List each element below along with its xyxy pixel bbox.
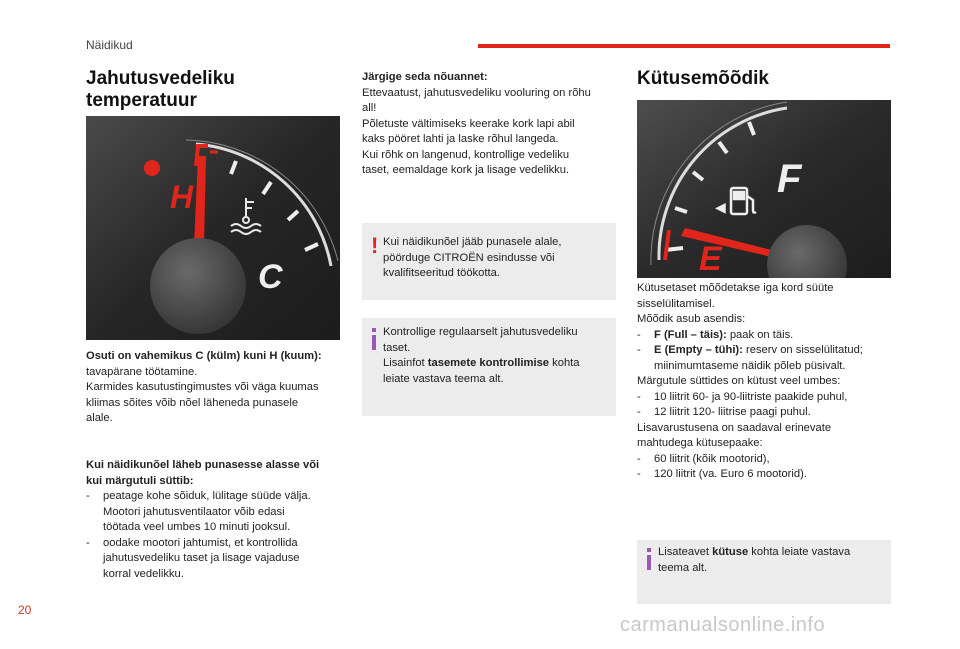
- list-dash: -: [86, 536, 90, 549]
- fuel-lights-line: Märgutule süttides on kütust veel umbes:: [637, 375, 841, 387]
- list-line: korral vedelikku.: [103, 567, 184, 580]
- info-line: teema alt.: [658, 561, 708, 574]
- list-item: [86, 536, 348, 583]
- position-desc: paak on täis.: [726, 328, 794, 341]
- warning-line: Kui näidikunõel jääb punasele alale,: [383, 236, 562, 248]
- list-item: [637, 405, 899, 421]
- warning-icon: !: [371, 233, 379, 258]
- advice-paragraph: [362, 70, 618, 179]
- paragraph-line: tavapärane töötamine.: [86, 365, 198, 378]
- fuel-intro-line: sisselülitamisel.: [637, 297, 715, 310]
- info-box: [362, 318, 616, 416]
- list-item: [637, 343, 899, 374]
- coolant-normal-paragraph: [86, 349, 346, 427]
- position-desc: reserv on sisselülitatud;: [742, 344, 863, 356]
- list-line: töötada veel umbes 10 minuti jooksul.: [103, 521, 291, 533]
- info-text: [383, 325, 580, 387]
- list-line: jahutusvedeliku taset ja lisage vajaduse: [103, 552, 300, 564]
- advice-line: kaks pööret lahti ja laske rõhul langeda.: [362, 133, 559, 145]
- list-dash: -: [637, 328, 641, 341]
- paragraph-line: Karmides kasutustingimustes või väga kuumas: [86, 381, 319, 393]
- info-line: [383, 356, 580, 372]
- fuel-description: [637, 281, 899, 483]
- info-line: taset.: [383, 341, 411, 354]
- fuel-info-box: [637, 540, 891, 604]
- list-item: [637, 390, 899, 406]
- coolant-section-title: [86, 68, 235, 112]
- info-line: [658, 545, 850, 561]
- list-dash: -: [86, 490, 90, 502]
- list-item: [637, 452, 899, 468]
- info-suffix: kohta: [549, 357, 580, 369]
- list-item: [637, 328, 899, 344]
- warning-line: pöörduge CITROËN esindusse või: [383, 251, 555, 264]
- position-label: E (Empty – tühi):: [654, 344, 743, 356]
- paragraph-lead: kui märgutuli süttib:: [86, 474, 194, 487]
- paragraph-line: alale.: [86, 412, 113, 424]
- list-line: oodake mootori jahtumist, et kontrollida: [103, 536, 298, 549]
- fuel-intro-line: Mõõdik asub asendis:: [637, 313, 746, 325]
- page-number: 20: [18, 603, 32, 617]
- header-accent-bar: [478, 44, 890, 48]
- paragraph-lead: Kui näidikunõel läheb punasesse alasse või: [86, 459, 320, 471]
- info-suffix: kohta leiate vastava: [748, 546, 851, 558]
- fuel-section-title: Kütusemõõdik: [637, 68, 769, 89]
- list-item: [86, 489, 348, 536]
- advice-line: Ettevaatust, jahutusvedeliku vooluring on rõhu: [362, 86, 591, 99]
- paragraph-line: kliimas sõites võib nõel läheneda punasele: [86, 396, 299, 409]
- list-line: Mootori jahutusventilaator võib edasi: [103, 505, 285, 518]
- info-prefix: Lisateavet: [658, 546, 713, 558]
- hot-letter: H: [170, 179, 194, 215]
- position-desc-line2: miinimumtaseme näidik põleb püsivalt.: [654, 359, 846, 372]
- info-prefix: Lisainfot: [383, 357, 428, 369]
- info-bold: kütuse: [712, 546, 749, 558]
- info-bold: tasemete kontrollimise: [427, 357, 550, 369]
- advice-line: Kui rõhk on langenud, kontrollige vedeliku: [362, 148, 570, 161]
- warning-line: kvalifitseeritud töökotta.: [383, 267, 500, 279]
- fuel-gauge-image: [637, 100, 891, 278]
- advice-line: Põletuste vältimiseks keerake kork lapi abil: [362, 117, 575, 130]
- title-line: Jahutusvedeliku: [86, 68, 235, 89]
- fuel-tanks-line: mahtudega kütusepaake:: [637, 437, 763, 449]
- red-dot-icon: [144, 160, 160, 176]
- list-dash: -: [637, 468, 641, 480]
- list-line: peatage kohe sõiduk, lülitage süüde välja.: [103, 490, 311, 502]
- fuel-tanks-line: Lisavarustusena on saadaval erinevate: [637, 421, 832, 434]
- list-line: 10 liitrit 60- ja 90-liitriste paakide puhul,: [654, 390, 848, 403]
- title-line: temperatuur: [86, 90, 197, 111]
- coolant-gauge-image: [86, 116, 340, 340]
- warning-box: [362, 223, 616, 300]
- list-dash: -: [637, 344, 641, 356]
- list-dash: -: [637, 406, 641, 418]
- list-line: 120 liitrit (va. Euro 6 mootorid).: [654, 468, 807, 480]
- coolant-red-zone-paragraph: [86, 458, 348, 582]
- info-line: Kontrollige regulaarselt jahutusvedeliku: [383, 326, 578, 338]
- fuel-side-arrow: ◀: [715, 199, 726, 215]
- fuel-intro-line: Kütusetaset mõõdetakse iga kord süüte: [637, 282, 834, 294]
- watermark: carmanualsonline.info: [620, 614, 826, 636]
- position-label: F (Full – täis):: [654, 328, 727, 341]
- advice-line: all!: [362, 102, 377, 114]
- list-dash: -: [637, 452, 641, 465]
- list-line: 12 liitrit 120- liitrise paagi puhul.: [654, 406, 811, 418]
- list-item: [637, 467, 899, 483]
- fuel-info-text: [658, 545, 850, 576]
- advice-title: Järgige seda nõuannet:: [362, 71, 488, 83]
- info-icon: [646, 548, 654, 575]
- paragraph-lead: Osuti on vahemikus C (külm) kuni H (kuum):: [86, 350, 322, 362]
- advice-line: taset, eemaldage kork ja lisage vedelikku.: [362, 164, 570, 176]
- list-dash: -: [637, 390, 641, 403]
- warning-text: [383, 235, 562, 282]
- empty-letter: E: [699, 240, 722, 278]
- cold-letter: C: [258, 258, 283, 296]
- section-header: Näidikud: [86, 38, 133, 52]
- info-icon: [371, 328, 379, 355]
- full-letter: F: [777, 157, 802, 201]
- info-line: leiate vastava teema alt.: [383, 372, 504, 385]
- list-line: 60 liitrit (kõik mootorid),: [654, 452, 770, 465]
